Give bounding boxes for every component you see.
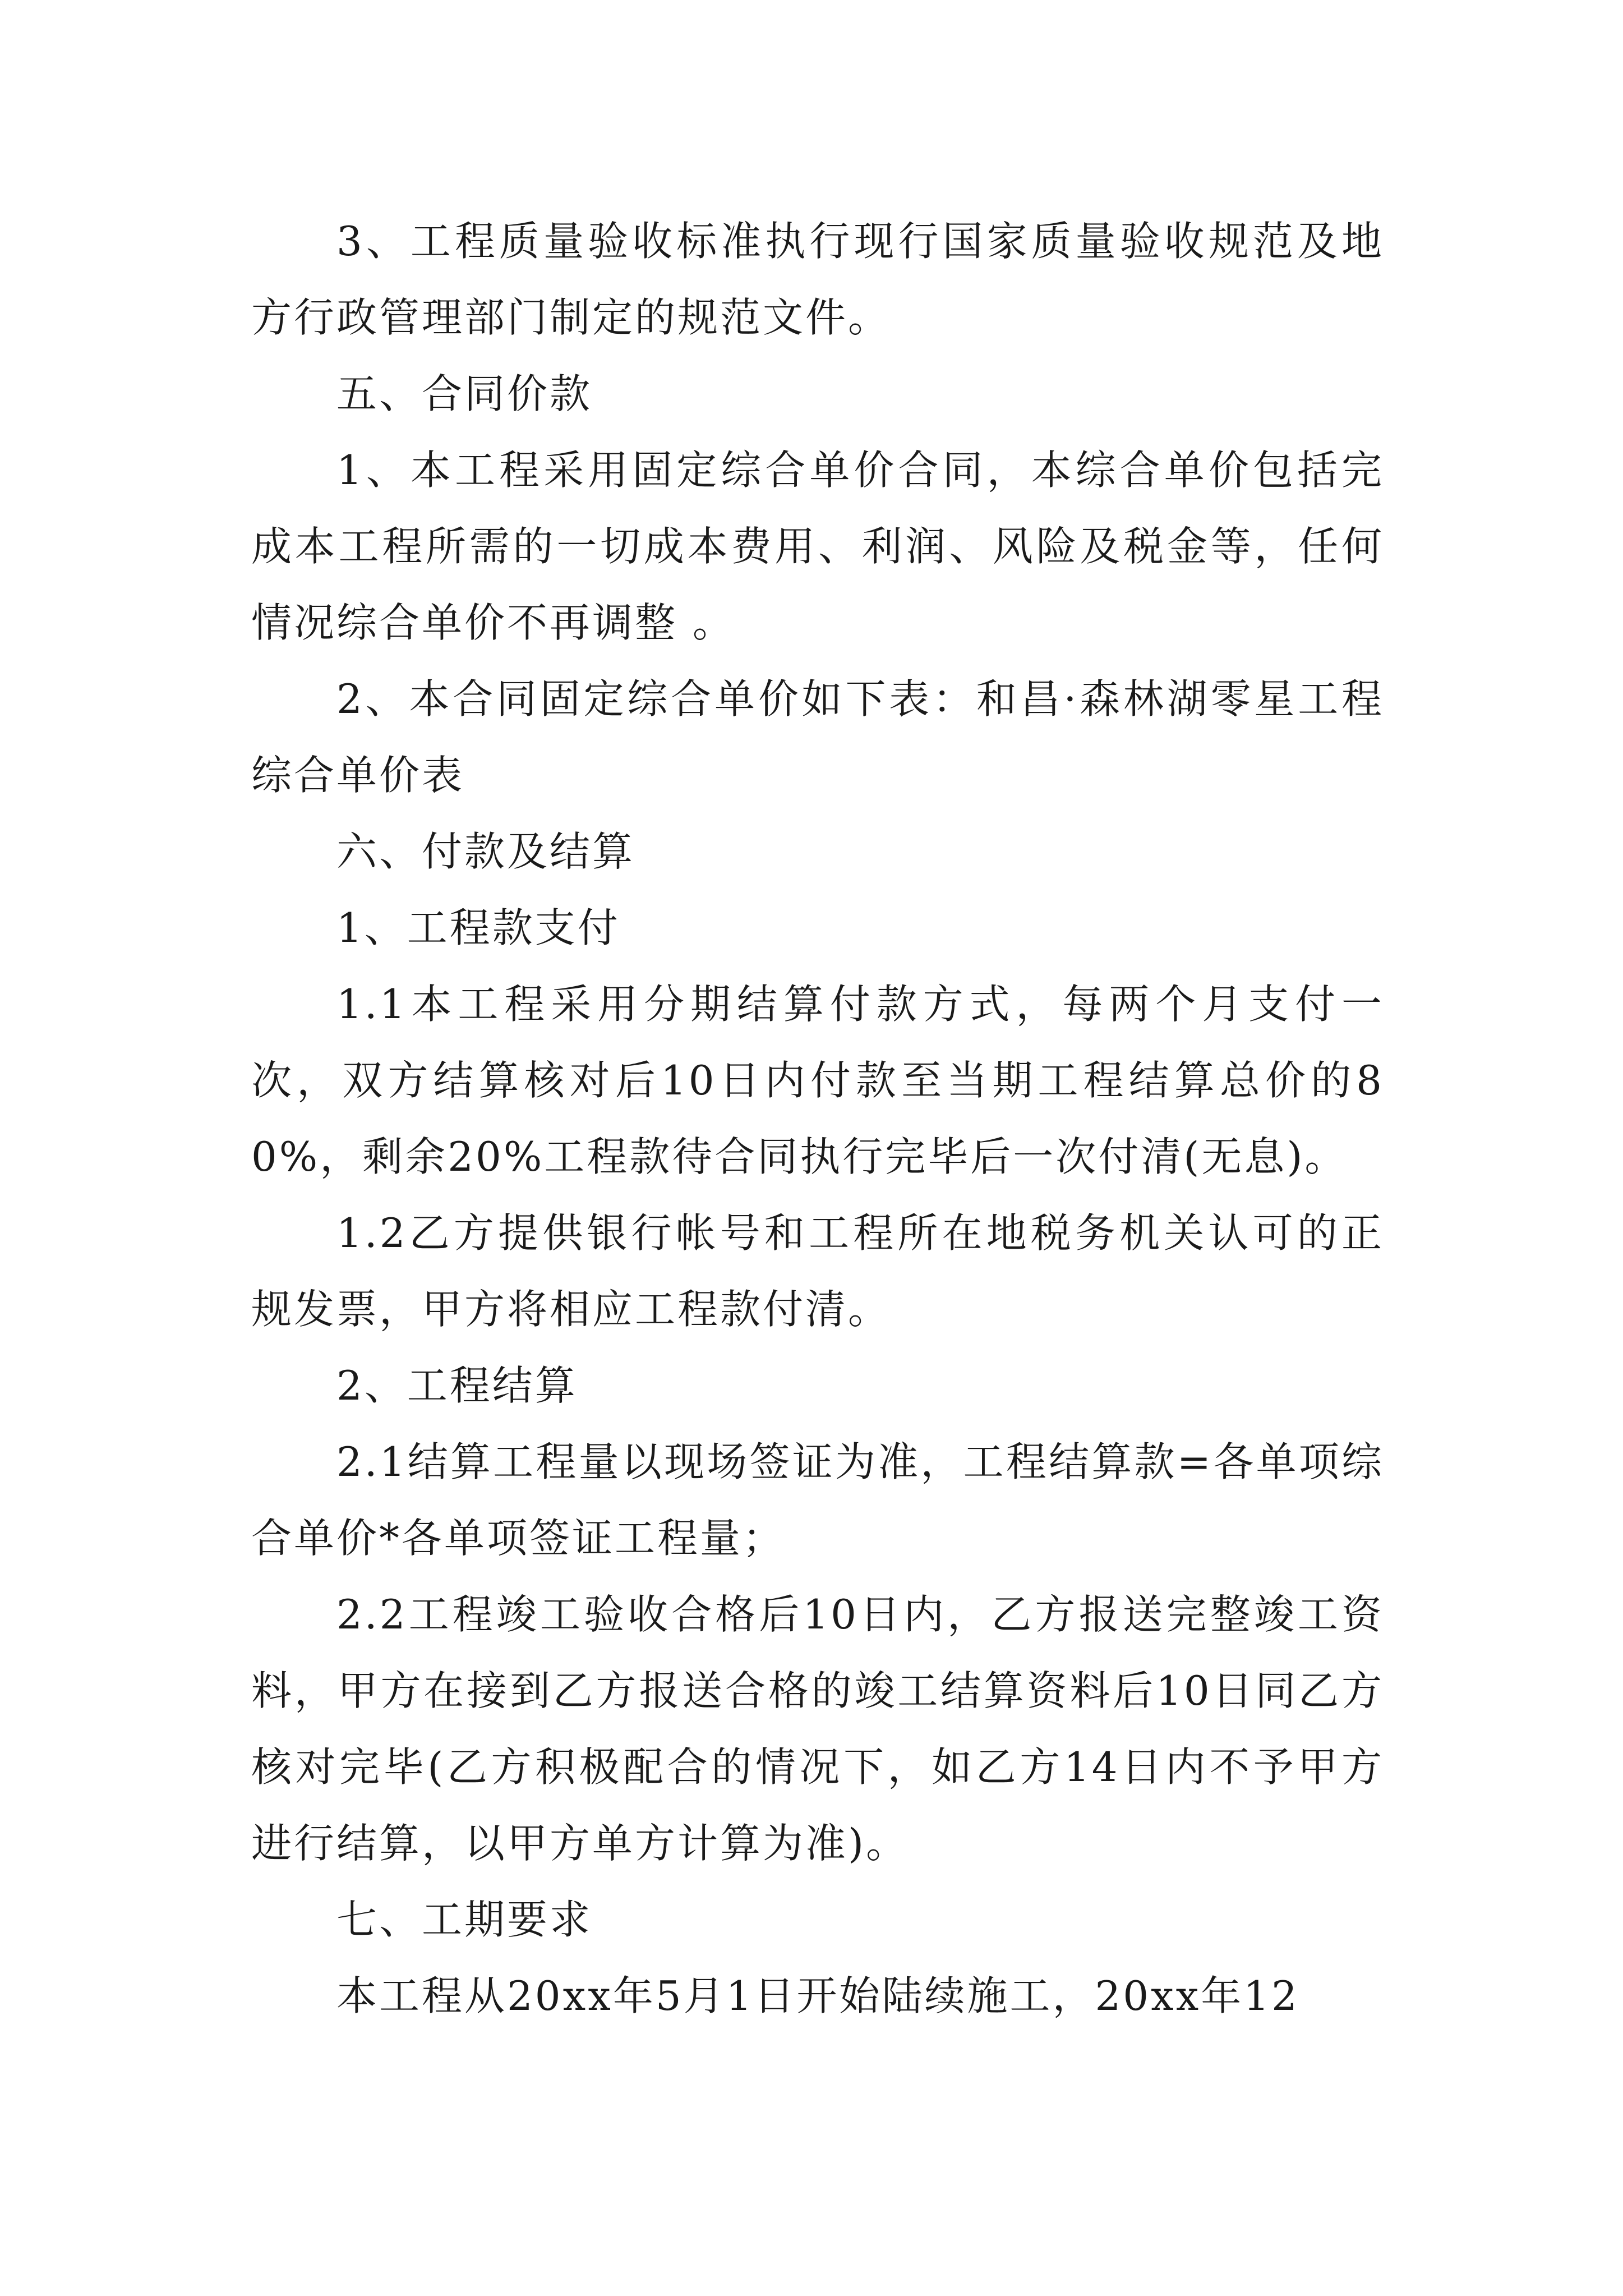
subheading-settlement: 2、工程结算	[336, 1362, 578, 1409]
paragraph-payment-1-1: 1.1本工程采用分期结算付款方式，每两个月支付一次，双方结算核对后10日内付款至当期工程结算总价的80%，剩余20%工程款待合同执行完毕后一次付清(无息)。	[251, 981, 1384, 1180]
paragraph-unit-price-table: 2、本合同固定综合单价如下表：和昌·森林湖零星工程综合单价表	[251, 675, 1384, 799]
paragraph-payment-1-2: 1.2乙方提供银行帐号和工程所在地税务机关认可的正规发票，甲方将相应工程款付清。	[251, 1209, 1384, 1333]
subheading-payment: 1、工程款支付	[336, 904, 620, 951]
paragraph-quality-standard: 3、工程质量验收标准执行现行国家质量验收规范及地方行政管理部门制定的规范文件。	[251, 218, 1384, 341]
paragraph-fixed-unit-price: 1、本工程采用固定综合单价合同，本综合单价包括完成本工程所需的一切成本费用、利润、风险及税金等，任何情况综合单价不再调整 。	[251, 447, 1384, 646]
heading-contract-price: 五、合同价款	[336, 370, 593, 417]
paragraph-settlement-2-1: 2.1结算工程量以现场签证为准，工程结算款=各单项综合单价*各单项签证工程量；	[251, 1438, 1384, 1562]
heading-schedule: 七、工期要求	[336, 1896, 593, 1943]
paragraph-schedule: 本工程从20xx年5月1日开始陆续施工，20xx年12	[336, 1972, 1299, 2019]
paragraph-settlement-2-2: 2.2工程竣工验收合格后10日内，乙方报送完整竣工资料，甲方在接到乙方报送合格的竣工结算资料后10日同乙方核对完毕(乙方积极配合的情况下，如乙方14日内不予甲方进行结算，以甲方单方计算为准)。	[251, 1591, 1384, 1867]
document-body	[251, 203, 1384, 2034]
heading-payment-settlement: 六、付款及结算	[336, 828, 635, 875]
